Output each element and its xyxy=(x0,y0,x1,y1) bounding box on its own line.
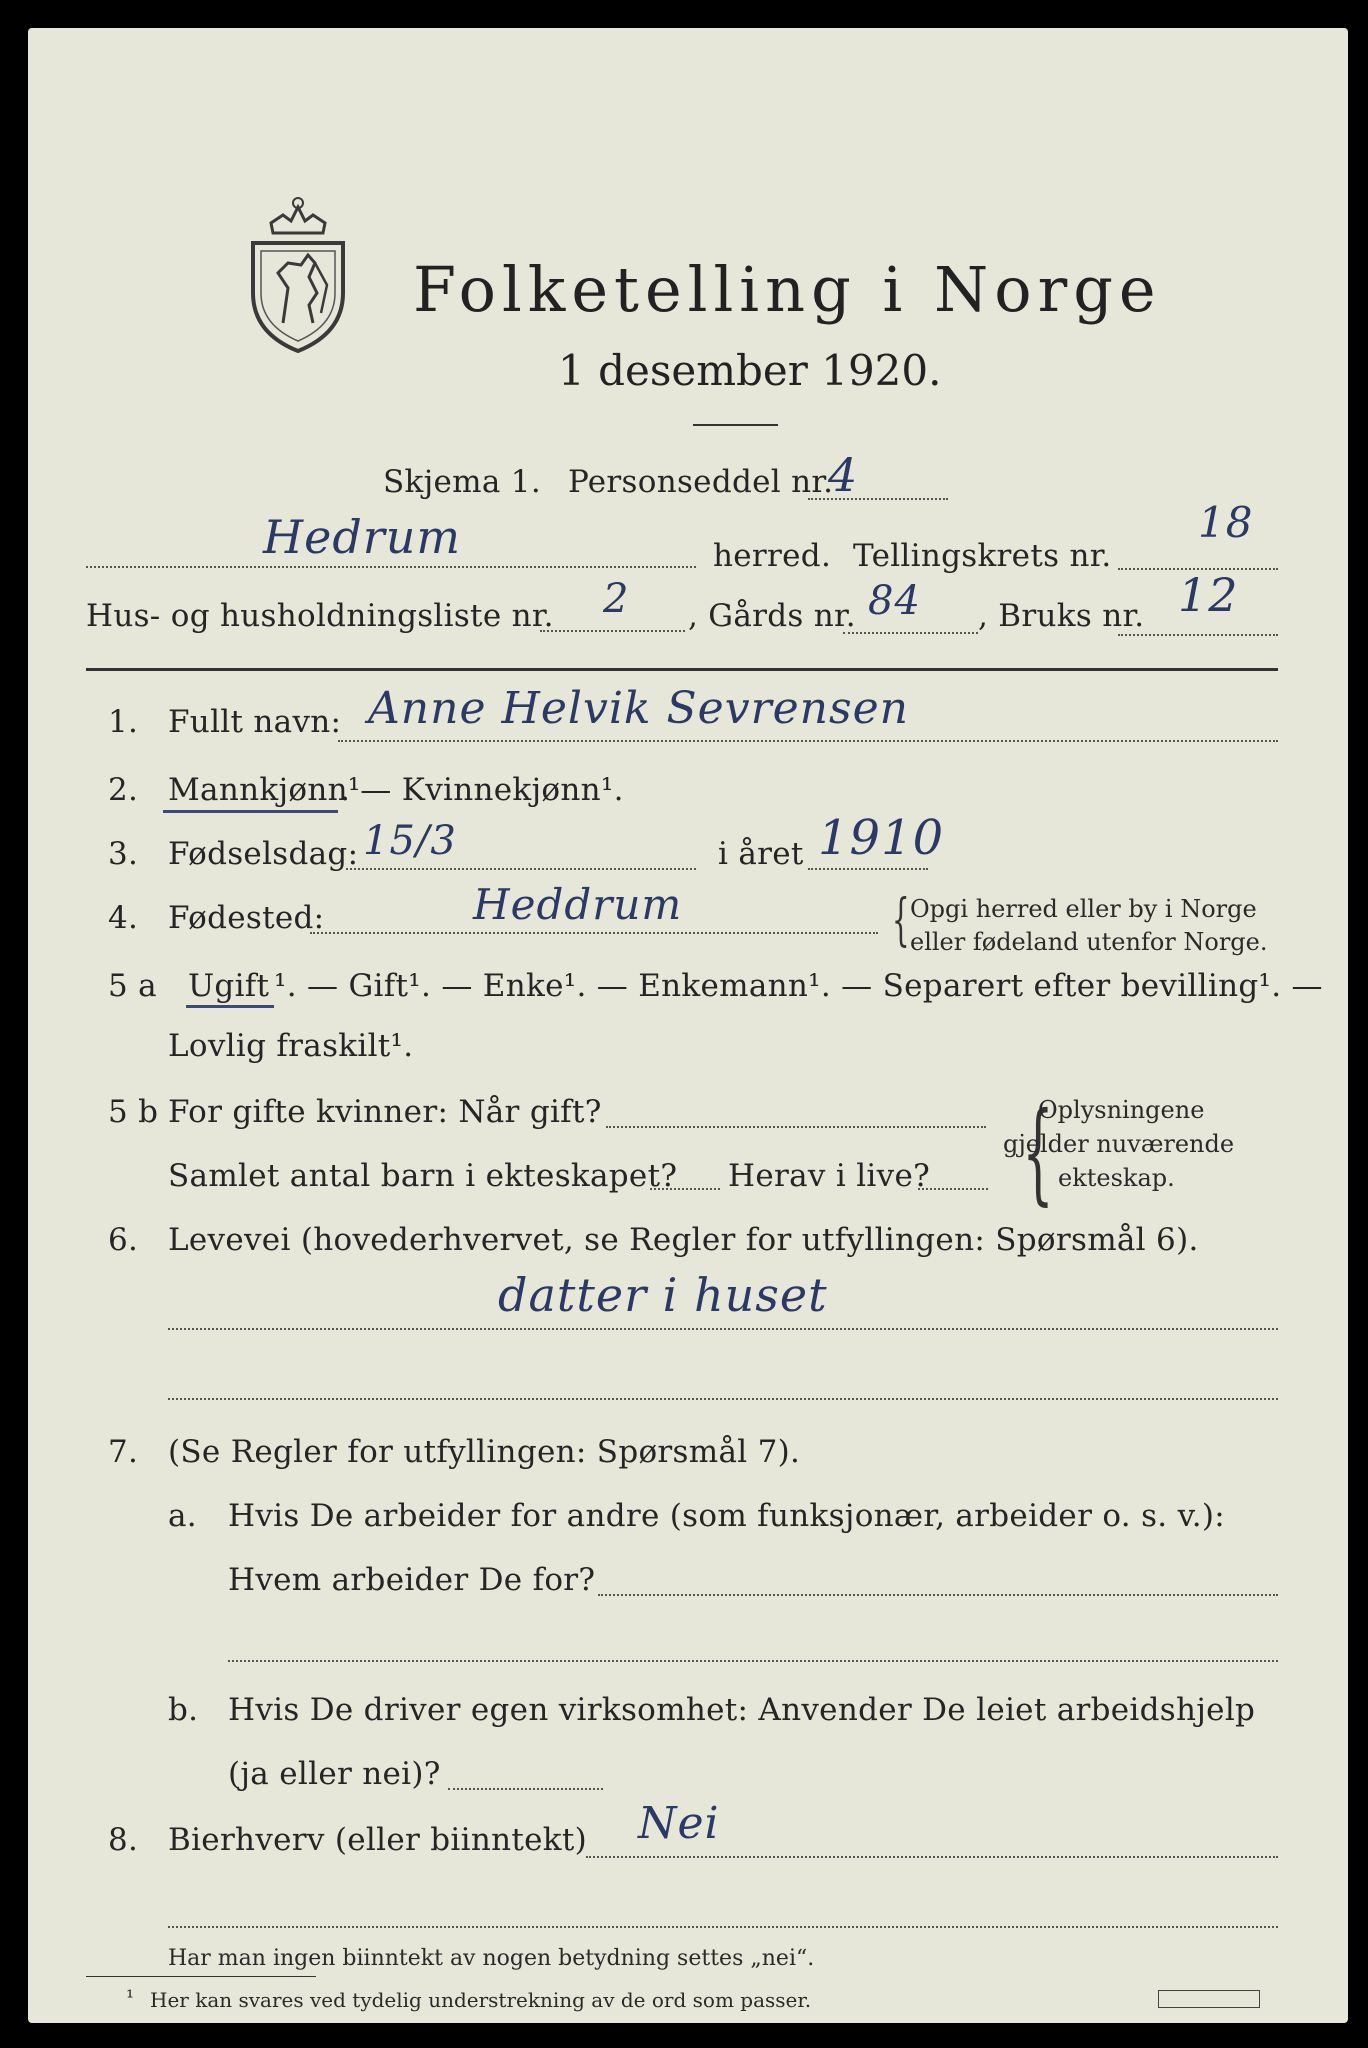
footer-note-nei: Har man ingen biinntekt av nogen betydning settes „nei“. xyxy=(168,1946,815,1971)
q4-value: Heddrum xyxy=(473,880,683,929)
q6-value: datter i huset xyxy=(498,1268,828,1322)
q1-value: Anne Helvik Sevrensen xyxy=(368,683,909,734)
coat-of-arms-icon xyxy=(243,193,353,353)
q4-number: 4. xyxy=(108,900,139,936)
title-divider xyxy=(693,424,778,426)
q5b-herav-label: Herav i live? xyxy=(728,1158,931,1194)
q6-number: 6. xyxy=(108,1222,139,1258)
tellingskrets-label: Tellingskrets nr. xyxy=(853,538,1112,574)
q7a-line2: Hvem arbeider De for? xyxy=(228,1562,596,1598)
q2-number: 2. xyxy=(108,772,139,808)
q3-label: Fødselsdag: xyxy=(168,836,359,872)
q7-number: 7. xyxy=(108,1434,139,1470)
q4-note-2: eller fødeland utenfor Norge. xyxy=(910,928,1268,956)
q5a-options: ¹. — Gift¹. — Enke¹. — Enkemann¹. — Separert efter bevilling¹. — xyxy=(274,968,1323,1004)
q7b-line2: (ja eller nei)? xyxy=(228,1756,441,1792)
footnote-rule xyxy=(86,1976,316,1977)
q5b-herav-line xyxy=(918,1188,988,1190)
census-form-page xyxy=(28,28,1348,2023)
q7-label: (Se Regler for utfyllingen: Spørsmål 7). xyxy=(168,1434,801,1470)
herred-value: Hedrum xyxy=(263,510,462,564)
q3-number: 3. xyxy=(108,836,139,872)
q8-value: Nei xyxy=(638,1798,720,1849)
q2-mannkjonn: Mannkjønn¹ xyxy=(168,772,361,808)
q7a-label: Hvis De arbeider for andre (som funksjonær, arbeider o. s. v.): xyxy=(228,1498,1226,1534)
q8-line-2 xyxy=(168,1926,1278,1928)
gards-label: , Gårds nr. xyxy=(688,598,856,634)
husliste-label: Hus- og husholdningsliste nr. xyxy=(86,598,554,634)
q4-label: Fødested: xyxy=(168,900,325,936)
header-separator xyxy=(86,668,1278,671)
q3-year-line xyxy=(808,868,928,870)
schema-label: Skjema 1. xyxy=(383,464,541,500)
q6-line-1 xyxy=(168,1328,1278,1330)
q7a-letter: a. xyxy=(168,1498,197,1534)
herred-label: herred. xyxy=(713,538,832,574)
q5a-line2: Lovlig fraskilt¹. xyxy=(168,1028,414,1064)
q7b-label: Hvis De driver egen virksomhet: Anvender De leiet arbeidshjelp xyxy=(228,1692,1256,1728)
husliste-line xyxy=(540,630,685,632)
q4-brace: { xyxy=(891,888,910,953)
q2-kvinnekjonn: . — Kvinnekjønn¹. xyxy=(340,772,624,808)
q3-year-value: 1910 xyxy=(818,810,945,866)
q3-year-label: i året xyxy=(718,836,804,872)
herred-line xyxy=(86,566,696,568)
bruks-label: , Bruks nr. xyxy=(978,598,1145,634)
q5b-children-line xyxy=(650,1188,720,1190)
gards-line xyxy=(843,632,978,634)
form-date: 1 desember 1920. xyxy=(558,346,942,395)
q8-label: Bierhverv (eller biinntekt) xyxy=(168,1822,588,1858)
footnote-text: Her kan svares ved tydelig understrekning av de ord som passer. xyxy=(150,1988,812,2012)
q5b-number: 5 b xyxy=(108,1094,159,1130)
q5a-number: 5 a xyxy=(108,968,157,1004)
bleed-through-text xyxy=(958,138,966,166)
personseddel-label: Personseddel nr. xyxy=(568,464,834,500)
q5b-note-3: ekteskap. xyxy=(1058,1164,1175,1192)
q5b-note-1: Oplysningene xyxy=(1038,1096,1205,1124)
q6-label: Levevei (hovederhvervet, se Regler for utfyllingen: Spørsmål 6). xyxy=(168,1222,1199,1258)
q1-number: 1. xyxy=(108,704,139,740)
q3-value: 15/3 xyxy=(363,818,457,864)
q5a-ugift: Ugift xyxy=(188,968,270,1004)
q4-line xyxy=(310,932,878,934)
q7b-line xyxy=(448,1788,603,1790)
tellingskrets-value: 18 xyxy=(1198,498,1254,547)
personseddel-value: 4 xyxy=(828,448,859,502)
q1-line xyxy=(338,740,1278,742)
q7a-line-2 xyxy=(228,1660,1278,1662)
q7a-line xyxy=(598,1594,1278,1596)
q6-line-2 xyxy=(168,1398,1278,1400)
printer-stamp xyxy=(1158,1990,1260,2008)
q3-line xyxy=(346,868,696,870)
q7b-letter: b. xyxy=(168,1692,199,1728)
q5b-label: For gifte kvinner: Når gift? xyxy=(168,1094,602,1130)
footnote-mark: ¹ xyxy=(126,1985,135,2009)
q8-number: 8. xyxy=(108,1822,139,1858)
q5a-underline-mark xyxy=(186,1005,274,1008)
q4-note-1: Opgi herred eller by i Norge xyxy=(910,895,1257,923)
form-title: Folketelling i Norge xyxy=(413,253,1162,326)
husliste-value: 2 xyxy=(603,576,630,622)
bruks-line xyxy=(1118,634,1278,636)
q5b-note-2: gjelder nuværende xyxy=(1003,1130,1235,1158)
q5b-brace: { xyxy=(1022,1088,1054,1216)
q1-label: Fullt navn: xyxy=(168,704,342,740)
q5b-line xyxy=(606,1126,986,1128)
q8-line xyxy=(586,1856,1278,1858)
bruks-value: 12 xyxy=(1178,568,1239,622)
q5b-line2: Samlet antal barn i ekteskapet? xyxy=(168,1158,678,1194)
q2-underline-mark xyxy=(163,810,338,813)
gards-value: 84 xyxy=(868,578,921,624)
